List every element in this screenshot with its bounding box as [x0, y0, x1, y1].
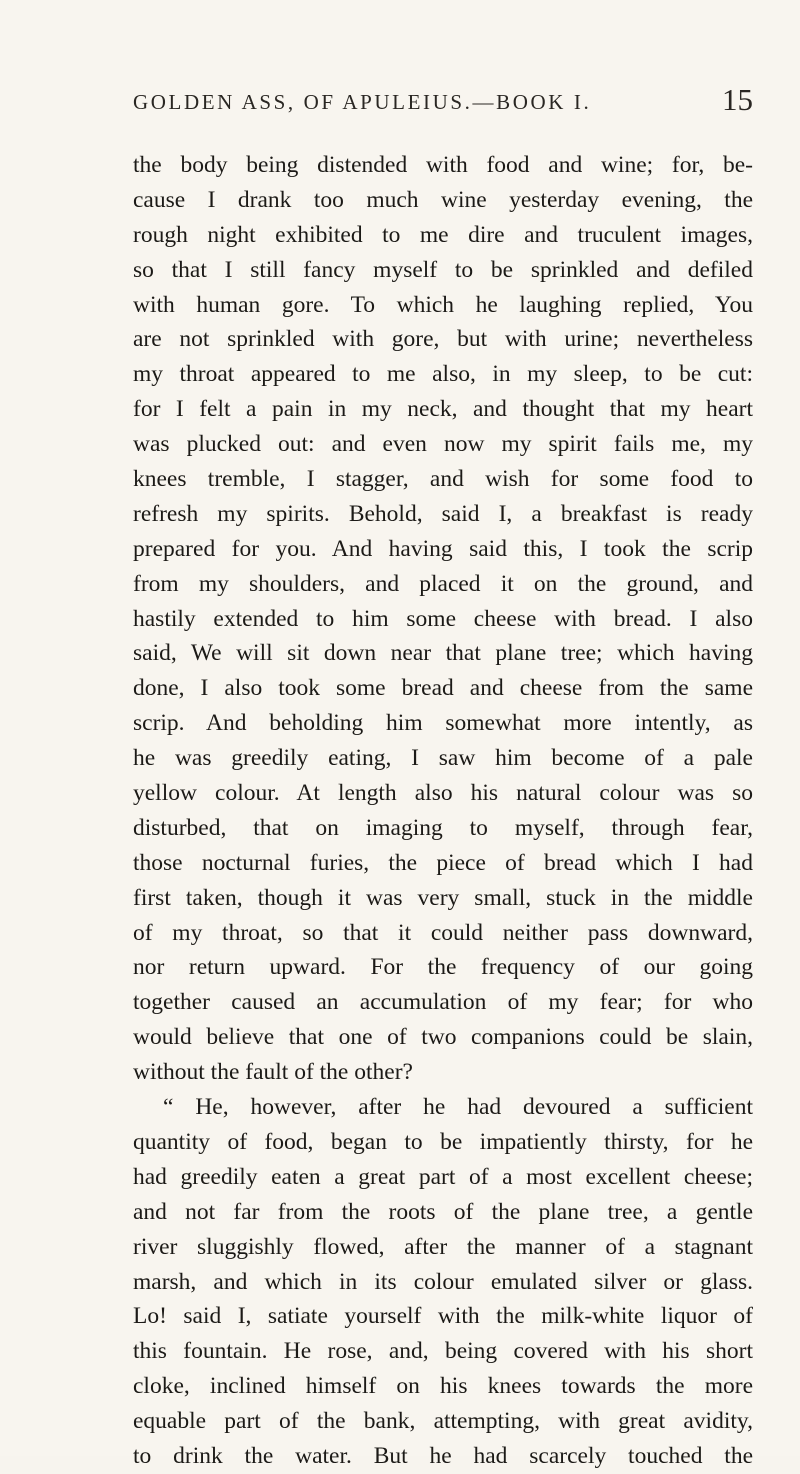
text-line: river sluggishly flowed, after the manner of a stagnant: [133, 1233, 753, 1260]
text-line: Lo! said I, satiate yourself with the milk-white liquor of: [133, 1303, 753, 1330]
text-line: are not sprinkled with gore, but with urine; nevertheless: [133, 326, 753, 353]
text-line: and not far from the roots of the plane tree, a gentle: [133, 1198, 753, 1225]
text-line: was plucked out: and even now my spirit fails me, my: [133, 431, 753, 458]
text-line: cause I drank too much wine yesterday evening, the: [133, 186, 753, 213]
text-line: this fountain. He rose, and, being covered with his short: [133, 1338, 753, 1365]
text-line: together caused an accumulation of my fear; for who: [133, 989, 753, 1016]
text-line: he was greedily eating, I saw him become of a pale: [133, 745, 753, 772]
text-line: scrip. And beholding him somewhat more intently, as: [133, 710, 753, 737]
text-line: first taken, though it was very small, stuck in the middle: [133, 884, 753, 911]
text-line: nor return upward. For the frequency of our going: [133, 954, 753, 981]
text-line: would believe that one of two companions could be slain,: [133, 1024, 753, 1051]
text-line: said, We will sit down near that plane tree; which having: [133, 640, 753, 667]
text-line: the body being distended with food and wine; for, be-: [133, 152, 753, 178]
text-line: knees tremble, I stagger, and wish for some food to: [133, 466, 753, 493]
text-line: done, I also took some bread and cheese from the same: [133, 675, 753, 702]
text-line: equable part of the bank, attempting, with great avidity,: [133, 1408, 753, 1435]
text-line: quantity of food, began to be impatiently thirsty, for he: [133, 1128, 753, 1155]
text-line: those nocturnal furies, the piece of bread which I had: [133, 849, 753, 876]
body-text: [133, 148, 753, 1474]
text-line: marsh, and which in its colour emulated silver or glass.: [133, 1268, 753, 1295]
page-header: [133, 82, 753, 126]
running-head: GOLDEN ASS, OF APULEIUS.—BOOK I.: [133, 90, 592, 114]
text-line: to drink the water. But he had scarcely touched the: [133, 1442, 753, 1469]
text-line: with human gore. To which he laughing replied, You: [133, 291, 753, 318]
text-line: from my shoulders, and placed it on the ground, and: [133, 570, 753, 597]
text-line: my throat appeared to me also, in my sleep, to be cut:: [133, 361, 753, 388]
text-line: disturbed, that on imaging to myself, through fear,: [133, 814, 753, 841]
text-line: for I felt a pain in my neck, and thought that my heart: [133, 396, 753, 423]
text-line: rough night exhibited to me dire and truculent images,: [133, 221, 753, 248]
paragraph-end-line: without the fault of the other?: [133, 1059, 413, 1086]
page-number: 15: [722, 82, 753, 117]
text-line: prepared for you. And having said this, I took the scrip: [133, 535, 753, 562]
text-line: hastily extended to him some cheese with bread. I also: [133, 605, 753, 632]
text-line: yellow colour. At length also his natural colour was so: [133, 780, 753, 807]
text-line: refresh my spirits. Behold, said I, a breakfast is ready: [133, 500, 753, 527]
text-line: had greedily eaten a great part of a most excellent cheese;: [133, 1163, 753, 1190]
text-line: cloke, inclined himself on his knees towards the more: [133, 1373, 753, 1400]
text-line: so that I still fancy myself to be sprinkled and defiled: [133, 256, 753, 283]
paragraph-start-line: “ He, however, after he had devoured a sufficient: [163, 1094, 753, 1121]
text-line: of my throat, so that it could neither pass downward,: [133, 919, 753, 946]
